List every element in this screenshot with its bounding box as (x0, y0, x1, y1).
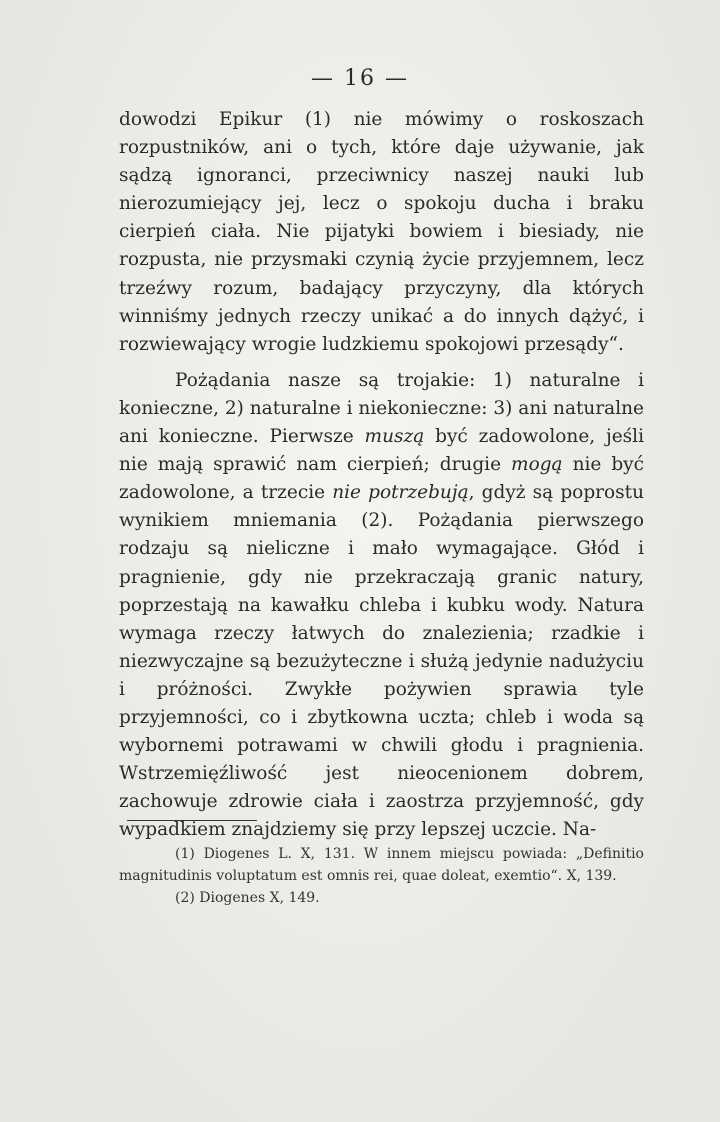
paragraph-2-text-1: Pożądania nasze są trojakie: 1) naturalne i konieczne, 2) naturalne i niekonieczne: 3) ani naturalne ani konieczne. Pierwsze (119, 369, 644, 448)
emphasis-musza: muszą (364, 426, 425, 448)
footnote-2: (2) Diogenes X, 149. (175, 890, 320, 906)
paragraph-2-text-2: być zadowolone, jeśli nie mają sprawić nam cierpień; drugie (119, 426, 644, 476)
paragraph-2-text-4: , gdyż są poprostu wynikiem mniemania (2). Pożądania pierwszego rodzaju są nieliczne i mało wymagające. Głód i pragnienie, gdy nie przekraczają granic natury, poprzestają na kawałku chleba i kubku wody. Natura wymaga rzeczy łatwych do znalezienia; rzadkie i niezwyczajne są bezużyteczne i służą jedynie nadużyciu i próżności. Zwykłe pożywien sprawia tyle przyjemności, co i zbytkowna uczta; chleb i woda są wybornemi potrawami w chwili głodu i pragnienia. Wstrzemięźliwość jest nieocenionem dobrem, zachowuje zdrowie ciała i zaostrza przyjemność, gdy wypadkiem znajdziemy się przy lepszej uczcie. Na- (119, 482, 644, 841)
paragraph-2 (119, 367, 644, 845)
page-number: — 16 — (311, 66, 409, 91)
footnote-1: (1) Diogenes L. X, 131. W innem miejscu powiada: „Definitio magnitudinis voluptatum est omnis rei, quae doleat, exemtio“. X, 139. (119, 846, 644, 884)
paragraph-1: dowodzi Epikur (1) nie mówimy o roskoszach rozpustników, ani o tych, które daje używanie, jak sądzą ignoranci, przeciwnicy naszej nauki lub nierozumiejący jej, lecz o spokoju ducha i braku cierpień ciała. Nie pijatyki bowiem i biesiady, nie rozpusta, nie przysmaki czynią życie przyjemnem, lecz trzeźwy rozum, badający przyczyny, dla których winniśmy jednych rzeczy unikać a do innych dążyć, i rozwiewający wrogie ludzkiemu spokojowi przesądy“. (119, 109, 644, 355)
emphasis-moga: mogą (511, 454, 563, 476)
footnote-divider (127, 820, 257, 821)
paragraph-2-text-3: nie być zadowolone, a trzecie (119, 454, 644, 504)
main-text (119, 106, 644, 844)
emphasis-nie-potrzebuja: nie potrzebują (332, 482, 469, 504)
footnotes (119, 843, 644, 909)
